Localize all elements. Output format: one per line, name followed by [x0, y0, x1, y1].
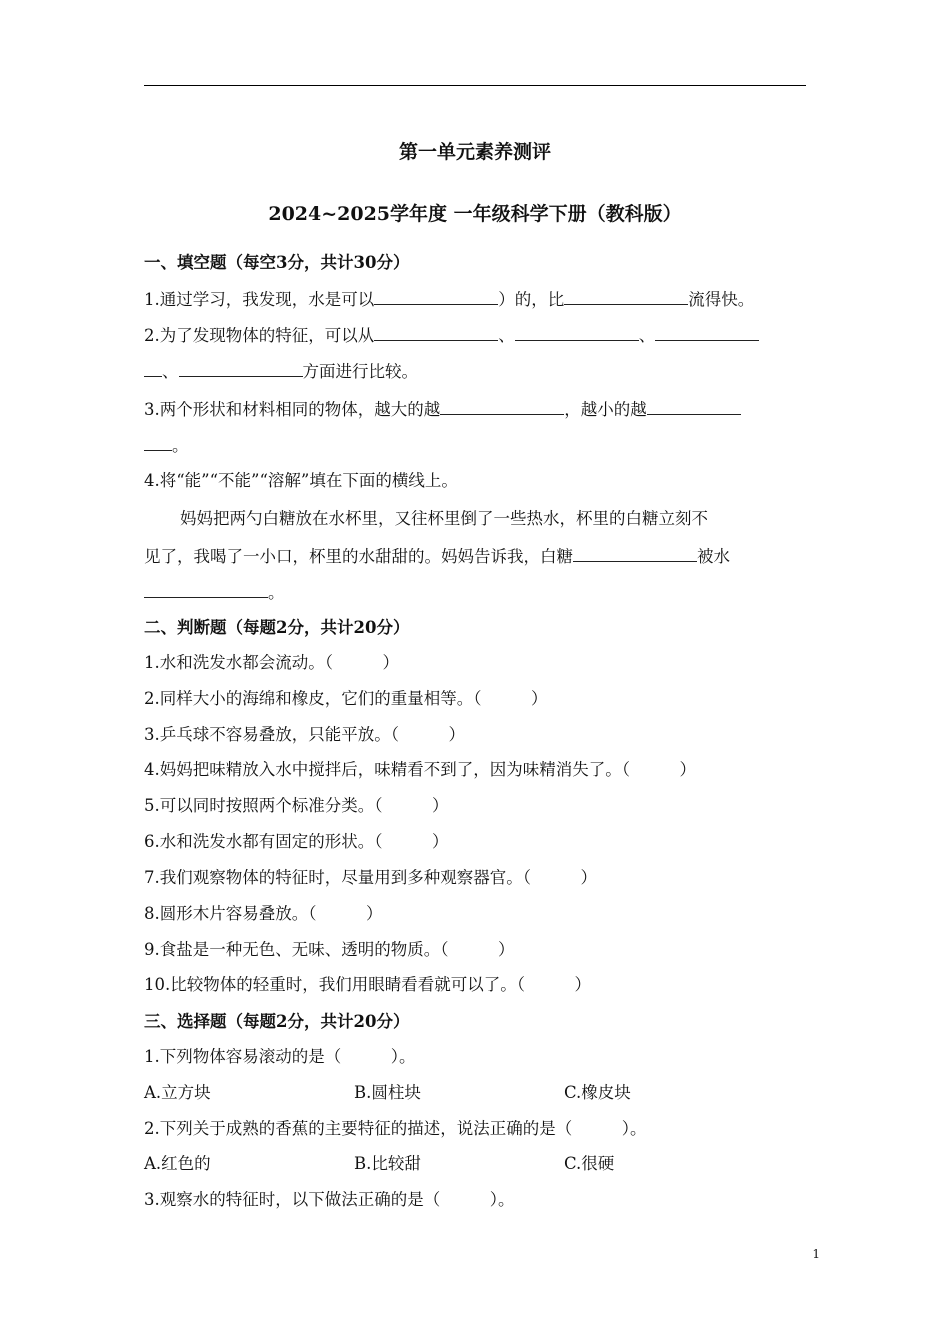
judge-item: 9.食盐是一种无色、无味、透明的物质。（ ）: [144, 940, 515, 959]
blank[interactable]: [655, 324, 759, 341]
choice-option-b: B.圆柱块: [354, 1083, 421, 1102]
q4-passage-line3: [144, 581, 285, 604]
blank[interactable]: [647, 398, 741, 415]
blank[interactable]: [440, 398, 564, 415]
judge-item: 6.水和洗发水都有固定的形状。（ ）: [144, 832, 449, 851]
page-number: 1: [812, 1247, 820, 1261]
q2-sep3: 、: [162, 362, 179, 381]
blank[interactable]: [179, 360, 303, 377]
section1-heading: 一、填空题（每空3分，共计30分）: [144, 253, 410, 272]
q1-text-a: 1.通过学习，我发现，水是可以: [144, 290, 375, 309]
q3-end: 。: [172, 436, 189, 455]
q2-sep1: 、: [498, 326, 515, 345]
q1-text-c: 流得快。: [688, 290, 755, 309]
judge-item: 4.妈妈把味精放入水中搅拌后，味精看不到了，因为味精消失了。（ ）: [144, 760, 696, 779]
blank[interactable]: [515, 324, 639, 341]
judge-item: 8.圆形木片容易叠放。（ ）: [144, 904, 383, 923]
q3-text-a: 3.两个形状和材料相同的物体，越大的越: [144, 400, 441, 419]
q4-passage-line2: [144, 545, 730, 568]
fill-question-3-line1: [144, 398, 741, 421]
choice-question-3: 3.观察水的特征时，以下做法正确的是（ ）。: [144, 1190, 515, 1209]
judge-item: 3.乒乓球不容易叠放，只能平放。（ ）: [144, 725, 465, 744]
choice-option-a: A.红色的: [144, 1154, 211, 1173]
choice-option-c: C.橡皮块: [564, 1083, 631, 1102]
page-title: 第一单元素养测评: [398, 141, 551, 163]
section2-heading: 二、判断题（每题2分，共计20分）: [144, 618, 410, 637]
blank[interactable]: [144, 360, 162, 377]
blank[interactable]: [144, 581, 268, 598]
blank[interactable]: [144, 434, 172, 451]
header-rule: [144, 85, 806, 86]
q4-passage-line1: 妈妈把两勺白糖放在水杯里，又往杯里倒了一些热水，杯里的白糖立刻不: [180, 509, 708, 528]
blank[interactable]: [573, 545, 697, 562]
blank[interactable]: [564, 288, 688, 305]
blank[interactable]: [374, 324, 498, 341]
q2-end: 方面进行比较。: [302, 362, 418, 381]
choice-question-2: 2.下列关于成熟的香蕉的主要特征的描述，说法正确的是（ ）。: [144, 1119, 647, 1138]
blank[interactable]: [374, 288, 498, 305]
judge-item: 10.比较物体的轻重时，我们用眼睛看看就可以了。（ ）: [144, 975, 591, 994]
fill-question-4-instruction: 4.将“能”“不能”“溶解”填在下面的横线上。: [144, 471, 458, 490]
page-subtitle: 2024~2025学年度 一年级科学下册（教科版）: [268, 203, 682, 225]
judge-item: 1.水和洗发水都会流动。（ ）: [144, 653, 399, 672]
q4-passage-b: 被水: [697, 547, 730, 566]
choice-option-c: C.很硬: [564, 1154, 615, 1173]
fill-question-3-line2: [144, 434, 189, 457]
section3-heading: 三、选择题（每题2分，共计20分）: [144, 1012, 410, 1031]
judge-item: 2.同样大小的海绵和橡皮，它们的重量相等。（ ）: [144, 689, 548, 708]
fill-question-2-line2: [144, 360, 418, 383]
choice-question-1: 1.下列物体容易滚动的是（ ）。: [144, 1047, 416, 1066]
q4-passage-a: 见了，我喝了一小口，杯里的水甜甜的。妈妈告诉我，白糖: [144, 547, 573, 566]
judge-item: 5.可以同时按照两个标准分类。（ ）: [144, 796, 449, 815]
fill-question-2-line1: [144, 324, 759, 347]
q2-text-a: 2.为了发现物体的特征，可以从: [144, 326, 375, 345]
choice-option-b: B.比较甜: [354, 1154, 421, 1173]
q3-text-b: ，越小的越: [564, 400, 647, 419]
judge-item: 7.我们观察物体的特征时，尽量用到多种观察器官。（ ）: [144, 868, 597, 887]
choice-option-a: A.立方块: [144, 1083, 211, 1102]
fill-question-1: [144, 288, 754, 311]
q4-passage-end: 。: [268, 583, 285, 602]
q2-sep2: 、: [638, 326, 656, 345]
q1-text-b: ）的，比: [498, 290, 565, 309]
